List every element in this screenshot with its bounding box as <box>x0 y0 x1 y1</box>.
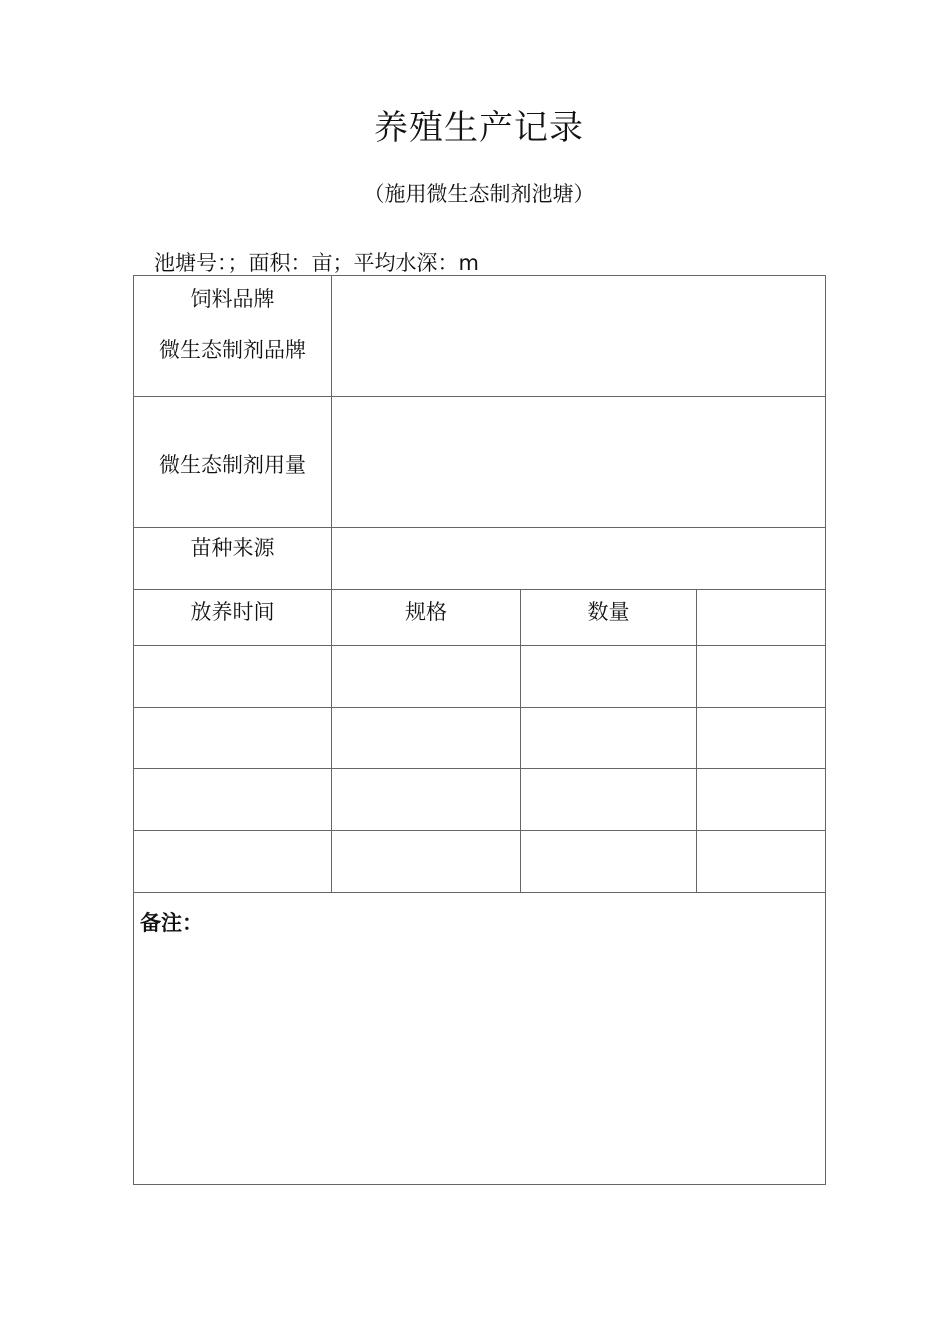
table-cell[interactable] <box>521 708 697 769</box>
seed-source-label: 苗种来源 <box>134 528 332 590</box>
table-cell[interactable] <box>521 646 697 708</box>
table-cell[interactable] <box>134 646 332 708</box>
pond-info-line: 池塘号：；面积：亩；平均水深：m <box>154 251 479 275</box>
table-row <box>134 646 826 708</box>
document-subtitle: （施用微生态制剂池塘） <box>363 182 595 206</box>
table-cell[interactable] <box>697 769 826 831</box>
table-cell[interactable] <box>134 831 332 893</box>
dosage-value-cell[interactable] <box>332 397 826 528</box>
production-record-table <box>133 275 826 1185</box>
seed-source-value-cell[interactable] <box>332 528 826 590</box>
probiotic-brand-label: 微生态制剂品牌 <box>159 338 306 362</box>
dosage-row <box>134 397 826 528</box>
table-row <box>134 831 826 893</box>
table-cell[interactable] <box>332 646 521 708</box>
table-cell[interactable] <box>697 831 826 893</box>
table-cell[interactable] <box>521 769 697 831</box>
probiotic-dosage-label: 微生态制剂用量 <box>134 397 332 528</box>
remarks-cell[interactable] <box>134 893 826 1185</box>
brand-label-cell <box>134 276 332 397</box>
column-header-stocking-time: 放养时间 <box>134 590 332 646</box>
table-cell[interactable] <box>134 769 332 831</box>
table-cell[interactable] <box>697 646 826 708</box>
brand-value-cell[interactable] <box>332 276 826 397</box>
remarks-label: 备注： <box>140 911 203 935</box>
table-cell[interactable] <box>332 769 521 831</box>
document-title: 养殖生产记录 <box>374 108 584 148</box>
brand-row <box>134 276 826 397</box>
remarks-row <box>134 893 826 1185</box>
table-cell[interactable] <box>332 831 521 893</box>
table-cell[interactable] <box>697 708 826 769</box>
seed-source-row <box>134 528 826 590</box>
table-cell[interactable] <box>521 831 697 893</box>
table-cell[interactable] <box>134 708 332 769</box>
table-row <box>134 769 826 831</box>
table-row <box>134 708 826 769</box>
feed-brand-label: 饲料品牌 <box>190 287 275 311</box>
column-header-quantity: 数量 <box>521 590 697 646</box>
column-header-spec: 规格 <box>332 590 521 646</box>
table-cell[interactable] <box>332 708 521 769</box>
column-header-blank <box>697 590 826 646</box>
column-header-row <box>134 590 826 646</box>
